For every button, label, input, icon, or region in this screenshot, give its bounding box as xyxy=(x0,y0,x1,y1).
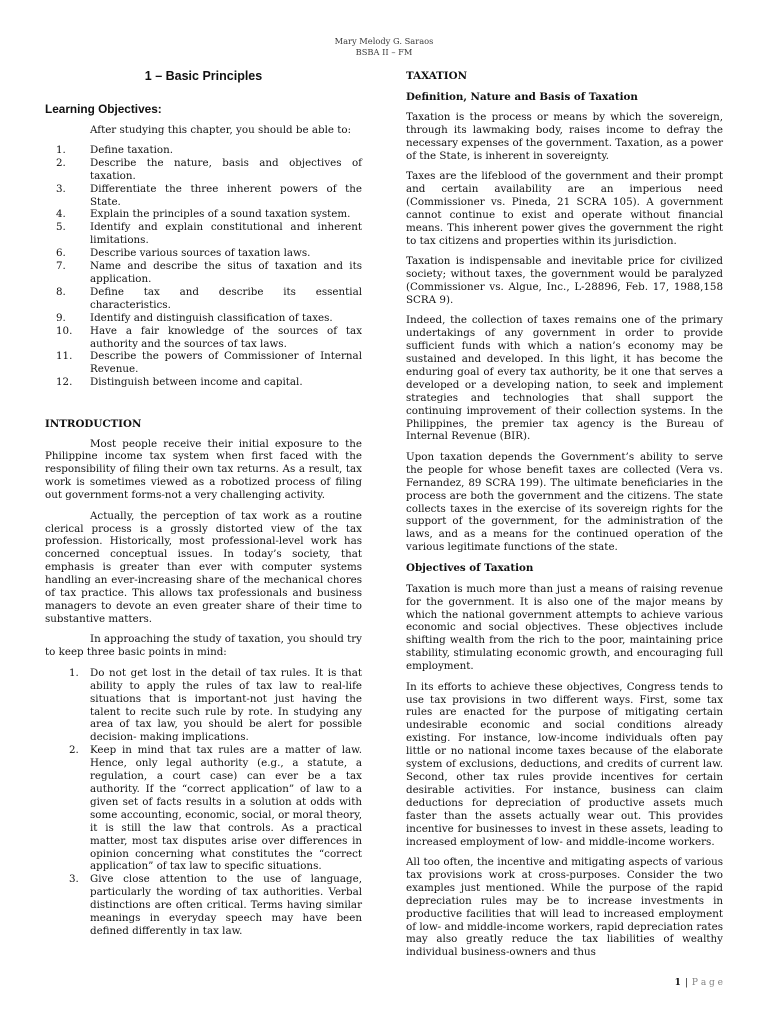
footer-separator: | xyxy=(684,978,688,988)
list-item-text: Keep in mind that tax rules are a matter of law. Hence, only legal authority (e.g., a statute, a regulation, a court case) can ever be a tax authority. If the “correct application” of law to a given set of facts results in a solution at odds with some accounting, economic, social, or moral theory, it is still the law that controls. As a practical matter, most tax disputes arise over differences in opinion concerning what constitutes the “correct application” of tax law to specific situations. xyxy=(90,744,362,873)
list-item xyxy=(45,260,362,286)
list-item-text: Identify and distinguish classification of taxes. xyxy=(90,311,333,324)
taxation-heading: TAXATION xyxy=(406,70,467,82)
list-item-text: Define tax and describe its essential characteristics. xyxy=(90,285,362,311)
list-item xyxy=(45,208,362,221)
list-item xyxy=(45,350,362,376)
list-item-number: 1. xyxy=(56,143,66,156)
list-item xyxy=(45,157,362,183)
header-course: BSBA II – FM xyxy=(355,47,413,57)
paragraph: Taxation is indispensable and inevitable price for civilized society; without taxes, the government would be paralyzed (Commissioner vs. Algue, Inc., L-28896, Feb. 17, 1988,158 SCRA 9). xyxy=(406,255,723,306)
list-item xyxy=(45,667,362,744)
list-item-number: 2. xyxy=(56,156,66,169)
list-item-text: Describe various sources of taxation laws. xyxy=(90,247,311,260)
learning-objectives-heading: Learning Objectives: xyxy=(45,102,162,116)
list-item-text: Differentiate the three inherent powers of the State. xyxy=(90,182,362,208)
list-item-text: Distinguish between income and capital. xyxy=(90,376,303,389)
list-item-number: 9. xyxy=(56,311,66,324)
list-item-text: Do not get lost in the detail of tax rules. It is that ability to apply the rules of tax law to real-life situations that is important-not just having the talent to recite such rule by rote. In studying any area of tax law, you should be alert for possible decision- making implications. xyxy=(90,666,362,744)
list-item xyxy=(45,376,362,389)
left-column xyxy=(45,70,362,938)
list-item xyxy=(45,247,362,260)
list-item-number: 12. xyxy=(56,376,73,389)
paragraph: Taxation is the process or means by which the sovereign, through its lawmaking body, raises income to defray the necessary expenses of the government. Taxation, as a power of the State, is inherent in sovereignty. xyxy=(406,110,723,162)
list-item-number: 2. xyxy=(69,744,79,757)
list-item-number: 10. xyxy=(56,324,73,337)
paragraph: Taxation is much more than just a means of raising revenue for the government. It is also one of the major means by which the national government attempts to achieve various economic and social objectives. These objectives include shifting wealth from the rich to the poor, maintaining price stability, stimulating economic growth, and encouraging full employment. xyxy=(406,582,723,673)
page-footer xyxy=(675,977,723,989)
page-label: P a g e xyxy=(691,978,723,988)
list-item-text: Describe the nature, basis and objectives of taxation. xyxy=(90,156,362,182)
paragraph: Actually, the perception of tax work as a routine clerical process is a grossly distorted view of the tax profession. Historically, most professional-level work has concerned conceptual issues. In today’s society, that emphasis is greater than ever with computer systems handling an ever-increasing share of the mechanical chores of tax practice. This allows tax professionals and business managers to devote an even greater share of their time to substantive matters. xyxy=(45,509,362,625)
learning-objectives-list xyxy=(45,144,362,389)
list-item-text: Define taxation. xyxy=(90,143,173,156)
list-item xyxy=(45,744,362,873)
list-item-number: 1. xyxy=(69,666,79,679)
chapter-title: 1 – Basic Principles xyxy=(144,69,263,83)
list-item-number: 5. xyxy=(56,221,66,234)
list-item-number: 4. xyxy=(56,208,66,221)
list-item-text: Describe the powers of Commissioner of Internal Revenue. xyxy=(90,350,362,376)
list-item xyxy=(45,183,362,209)
list-item xyxy=(45,286,362,312)
list-item-number: 11. xyxy=(56,350,73,363)
list-item xyxy=(45,221,362,247)
paragraph: Most people receive their initial exposure to the Philippine income tax system when first faced with the responsibility of filing their own tax returns. As a result, tax work is sometimes viewed as a robotized process of filing out government forms-not a very challenging activity. xyxy=(45,437,362,502)
page-header xyxy=(0,36,768,58)
right-column xyxy=(406,70,723,959)
key-points-list xyxy=(45,667,362,938)
list-item xyxy=(45,873,362,938)
introduction-heading: INTRODUCTION xyxy=(45,417,142,430)
list-item-number: 3. xyxy=(56,182,66,195)
paragraph: In its efforts to achieve these objectives, Congress tends to use tax provisions in two different ways. First, some tax rules are enacted for the purpose of mitigating certain undesirable economic and social conditions already existing. For instance, low-income individuals often pay little or no national income taxes because of the elaborate system of exclusions, deductions, and credits of current law. Second, other tax rules provide incentives for certain desirable activities. For instance, business can claim deductions for depreciation of productive assets much faster than the assets actually wear out. This provides incentive for businesses to invest in these assets, leading to increased employment of low- and middle-income workers. xyxy=(406,680,723,848)
list-item-text: Have a fair knowledge of the sources of tax authority and the sources of tax laws. xyxy=(90,324,362,350)
list-item-text: Explain the principles of a sound taxation system. xyxy=(90,208,351,221)
paragraph: All too often, the incentive and mitigating aspects of various tax provisions work at cross-purposes. Consider the two examples just mentioned. While the purpose of the rapid depreciation rules may be to increase investments in productive facilities that will lead to increased employment of low- and middle-income workers, rapid depreciation rates may also greatly reduce the tax liabilities of wealthy individual business-owners and thus xyxy=(406,856,723,959)
learning-objectives-intro: After studying this chapter, you should be able to: xyxy=(90,124,352,136)
paragraph: Indeed, the collection of taxes remains one of the primary undertakings of any government in order to provide sufficient funds with which a nation’s economy may be sustained and developed. In this light, it has become the enduring goal of every tax authority, be it one that serves a developed or a developing nation, to seek and implement strategies and technologies that shall support the continuing improvement of their collection systems. In the Philippines, the premier tax agency is the Bureau of Internal Revenue (BIR). xyxy=(406,314,723,443)
list-item-text: Name and describe the situs of taxation and its application. xyxy=(90,260,362,285)
list-item xyxy=(45,312,362,325)
header-author-name: Mary Melody G. Saraos xyxy=(334,36,434,46)
objectives-heading: Objectives of Taxation xyxy=(406,561,534,574)
paragraph: Taxes are the lifeblood of the government and their prompt and certain availability are an imperious need (Commissioner vs. Pineda, 21 SCRA 105). A government cannot continue to exist and operate without financial means. This inherent power gives the government the right to tax citizens and properties within its jurisdiction. xyxy=(406,170,723,247)
definition-heading: Definition, Nature and Basis of Taxation xyxy=(406,90,638,103)
list-item xyxy=(45,325,362,351)
list-item-number: 3. xyxy=(69,873,79,886)
list-item-text: Give close attention to the use of language, particularly the wording of tax authorities. Verbal distinctions are often critical. Terms having similar meanings in everyday speech may have been defined differently in tax law. xyxy=(90,873,362,937)
paragraph: Upon taxation depends the Government’s ability to serve the people for whose benefit taxes are collected (Vera vs. Fernandez, 89 SCRA 199). The ultimate beneficiaries in the process are both the government and the citizens. The state collects taxes in the exercise of its sovereign rights for the support of the government, for the administration of the laws, and as a means for the continued operation of the various legitimate functions of the state. xyxy=(406,450,723,554)
page-number: 1 xyxy=(674,978,681,988)
list-item xyxy=(45,144,362,157)
paragraph: In approaching the study of taxation, you should try to keep three basic points in mind: xyxy=(45,633,362,659)
list-item-number: 7. xyxy=(56,260,66,273)
list-item-number: 6. xyxy=(56,247,66,260)
list-item-text: Identify and explain constitutional and inherent limitations. xyxy=(90,221,362,247)
list-item-number: 8. xyxy=(56,285,66,298)
